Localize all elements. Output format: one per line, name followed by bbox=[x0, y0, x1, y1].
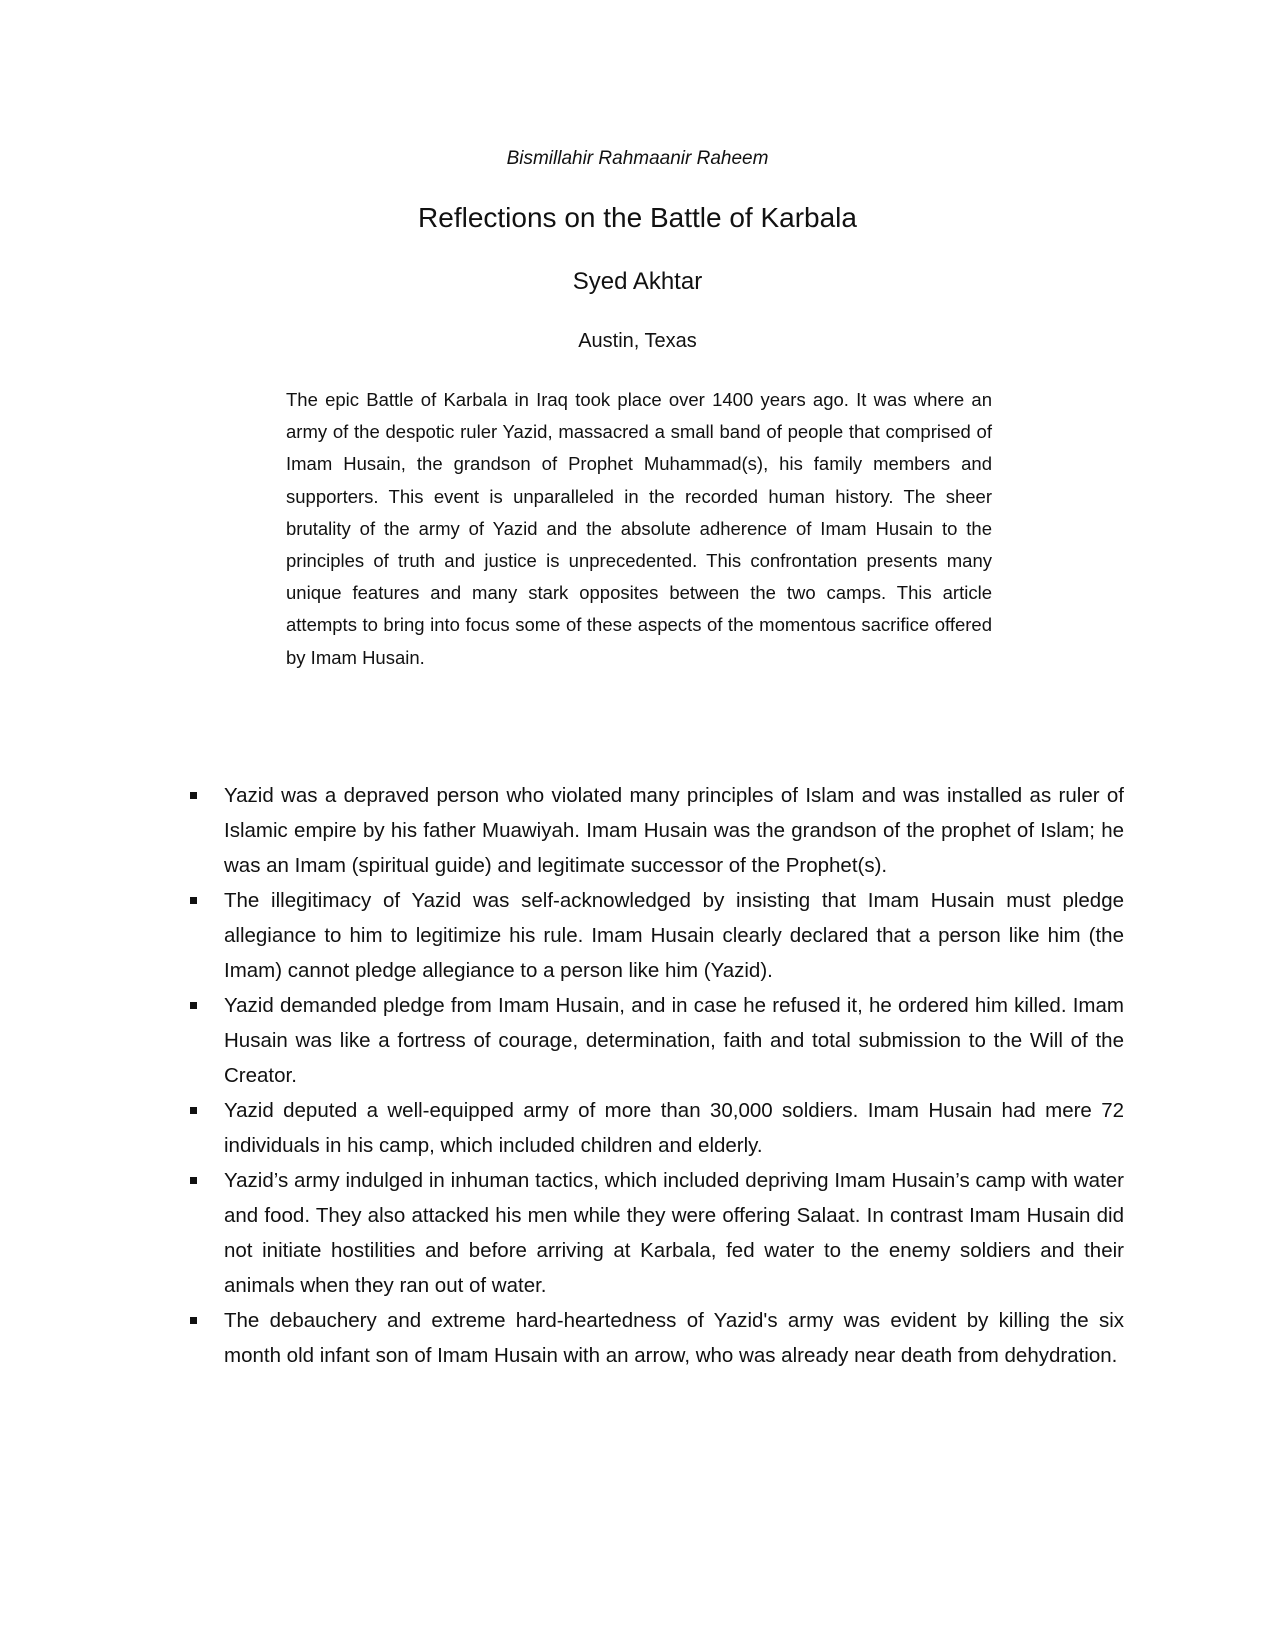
list-item bbox=[186, 778, 1124, 883]
list-item-text: Yazid deputed a well-equipped army of more than 30,000 soldiers. Imam Husain had mere 72 individuals in his camp, which included children and elderly. bbox=[224, 1099, 1124, 1157]
square-bullet-icon bbox=[190, 792, 197, 799]
list-item bbox=[186, 1163, 1124, 1303]
list-item-text: The debauchery and extreme hard-heartedness of Yazid's army was evident by killing the six month old infant son of Imam Husain with an arrow, who was already near death from dehydration. bbox=[224, 1309, 1124, 1367]
list-item bbox=[186, 1303, 1124, 1373]
author-location: Austin, Texas bbox=[578, 330, 697, 352]
list-item-text: Yazid was a depraved person who violated many principles of Islam and was installed as ruler of Islamic empire by his father Muawiyah. Imam Husain was the grandson of the prophet of Islam; he was an Imam (spiritual guide) and legitimate successor of the Prophet(s). bbox=[224, 784, 1124, 877]
square-bullet-icon bbox=[190, 1317, 197, 1324]
list-item bbox=[186, 883, 1124, 988]
bismillah-heading: Bismillahir Rahmaanir Raheem bbox=[506, 148, 769, 169]
square-bullet-icon bbox=[190, 897, 197, 904]
bullet-list bbox=[186, 778, 1124, 1373]
list-item bbox=[186, 1093, 1124, 1163]
square-bullet-icon bbox=[190, 1177, 197, 1184]
list-item-text: Yazid demanded pledge from Imam Husain, and in case he refused it, he ordered him killed. Imam Husain was like a fortress of courage, determination, faith and total submission to the Will of the Creator. bbox=[224, 994, 1124, 1087]
square-bullet-icon bbox=[190, 1107, 197, 1114]
abstract-paragraph: The epic Battle of Karbala in Iraq took place over 1400 years ago. It was where an army of the despotic ruler Yazid, massacred a small band of people that comprised of Imam Husain, the grandson of Prophet Muhammad(s), his family members and supporters. This event is unparalleled in the recorded human history. The sheer brutality of the army of Yazid and the absolute adherence of Imam Husain to the principles of truth and justice is unprecedented. This confrontation presents many unique features and many stark opposites between the two camps. This article attempts to bring into focus some of these aspects of the momentous sacrifice offered by Imam Husain. bbox=[286, 389, 992, 668]
page-title: Reflections on the Battle of Karbala bbox=[418, 202, 857, 233]
square-bullet-icon bbox=[190, 1002, 197, 1009]
list-item-text: The illegitimacy of Yazid was self-acknowledged by insisting that Imam Husain must pledge allegiance to him to legitimize his rule. Imam Husain clearly declared that a person like him (the Imam) cannot pledge allegiance to a person like him (Yazid). bbox=[224, 889, 1124, 982]
author-name: Syed Akhtar bbox=[572, 268, 703, 295]
list-item bbox=[186, 988, 1124, 1093]
list-item-text: Yazid’s army indulged in inhuman tactics, which included depriving Imam Husain’s camp with water and food. They also attacked his men while they were offering Salaat. In contrast Imam Husain did not initiate hostilities and before arriving at Karbala, fed water to the enemy soldiers and their animals when they ran out of water. bbox=[224, 1169, 1124, 1297]
